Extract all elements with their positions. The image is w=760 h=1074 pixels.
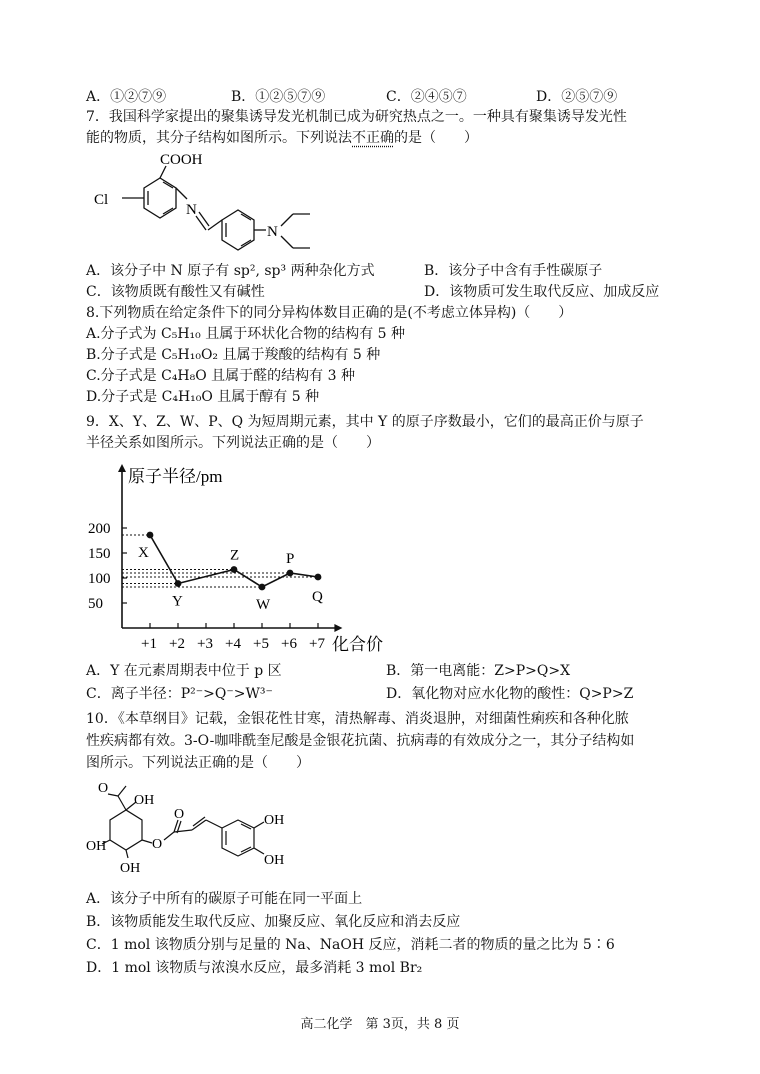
q8-stem: 8.下列物质在给定条件下的同分异构体数目正确的是(不考虑立体异构)（ ） <box>86 305 573 321</box>
point-label-p: P <box>286 551 295 567</box>
amine-n-label: N <box>267 224 278 240</box>
point-y <box>175 580 182 587</box>
q10-molecule-figure <box>86 780 306 886</box>
cooh-label: COOH <box>160 152 203 168</box>
y-tick-label: 200 <box>88 521 111 537</box>
q6-options <box>86 86 686 104</box>
q9-option-a: A．Y 在元素周期表中位于 p 区 <box>86 663 282 679</box>
q7-stem-part1: 能的物质，其分子结构如图所示。下列说法 <box>86 130 352 146</box>
point-x <box>147 532 154 539</box>
q8-option-b: B.分子式是 C₅H₁₀O₂ 且属于羧酸的结构有 5 种 <box>86 347 381 363</box>
oh-top-label: OH <box>134 793 155 808</box>
q7-option-b: B．该分子中含有手性碳原子 <box>424 263 603 279</box>
q7-molecule-figure <box>88 152 328 256</box>
page-footer: 高二化学 第 3页，共 8 页 <box>300 1017 460 1032</box>
ester-carbonyl-o-label: O <box>174 807 185 822</box>
y-axis-label: 原子半径/pm <box>128 467 223 486</box>
point-label-x: X <box>138 545 149 561</box>
y-tick-label: 100 <box>88 571 111 587</box>
q10-stem-line3: 图所示。下列说法正确的是（ ） <box>86 755 310 771</box>
y-tick-label: 150 <box>88 546 111 562</box>
x-axis-label: 化合价 <box>332 635 383 654</box>
q8-option-a: A.分子式为 C₅H₁₀ 且属于环状化合物的结构有 5 种 <box>86 326 406 342</box>
x-tick-label: +6 <box>281 636 297 652</box>
point-z <box>231 566 238 573</box>
point-label-q: Q <box>312 589 323 605</box>
x-tick-label: +5 <box>253 636 269 652</box>
q9-stem-line1: 9．X、Y、Z、W、P、Q 为短周期元素，其中 Y 的原子序数最小，它们的最高正价与原子 <box>86 414 644 430</box>
ester-o-label: O <box>152 837 163 852</box>
q9-stem-line2: 半径关系如图所示。下列说法正确的是（ ） <box>86 435 380 451</box>
phenol-oh-upper-label: OH <box>264 813 285 828</box>
q10-option-c: C．1 mol 该物质分别与足量的 Na、NaOH 反应，消耗二者的物质的量之比为 5∶6 <box>86 937 615 953</box>
q8-option-d: D.分子式是 C₄H₁₀O 且属于醇有 5 种 <box>86 389 320 405</box>
x-tick-label: +1 <box>141 636 157 652</box>
point-w <box>259 584 266 591</box>
chart-points <box>138 532 323 613</box>
q7-option-c: C．该物质既有酸性又有碱性 <box>86 284 265 300</box>
carbonyl-o-label: O <box>98 781 109 796</box>
y-axis-arrow <box>118 464 126 472</box>
x-tick-label: +3 <box>197 636 213 652</box>
point-label-w: W <box>256 597 271 613</box>
q10-stem-line1: 10．《本草纲目》记载，金银花性甘寒，清热解毒、消炎退肿，对细菌性痢疾和各种化脓 <box>86 711 629 727</box>
q6-option-d: D．②⑤⑦⑨ <box>536 89 618 105</box>
q10-option-b: B．该物质能发生取代反应、加聚反应、氧化反应和消去反应 <box>86 914 461 930</box>
q9-option-c: C．离子半径：P²⁻>Q⁻>W³⁻ <box>86 686 273 702</box>
point-p <box>287 570 294 577</box>
phenol-oh-lower-label: OH <box>264 853 285 868</box>
oh-bottom-label: OH <box>120 861 141 876</box>
q7-option-a: A．该分子中 N 原子有 sp², sp³ 两种杂化方式 <box>86 263 375 279</box>
q7-stem-part2: 的是（ ） <box>394 130 478 146</box>
point-label-y: Y <box>172 593 183 610</box>
x-tick-label: +4 <box>225 636 241 652</box>
point-q <box>315 574 322 581</box>
oh-left-label: OH <box>86 839 107 854</box>
q7-emphasis: 不正确 <box>352 130 394 146</box>
x-tick-label: +2 <box>169 636 185 652</box>
imine-n-label: N <box>186 202 197 218</box>
q6-option-b: B．①②⑤⑦⑨ <box>231 89 326 105</box>
q9-option-b: B．第一电离能：Z>P>Q>X <box>386 663 571 679</box>
q6-option-c: C．②④⑤⑦ <box>386 89 467 105</box>
q7-stem-line2 <box>86 129 478 147</box>
x-axis-arrow <box>334 624 342 632</box>
point-label-z: Z <box>230 547 240 564</box>
q6-option-a: A．①②⑦⑨ <box>86 89 167 105</box>
x-tick-label: +7 <box>309 636 325 652</box>
q10-option-d: D．1 mol 该物质与浓溴水反应，最多消耗 3 mol Br₂ <box>86 960 423 976</box>
cl-label: Cl <box>94 192 109 208</box>
q7-stem-line1: 7．我国科学家提出的聚集诱导发光机制已成为研究热点之一。一种具有聚集诱导发光性 <box>86 109 627 125</box>
q10-option-a: A．该分子中所有的碳原子可能在同一平面上 <box>86 891 363 907</box>
y-tick-label: 50 <box>88 596 103 612</box>
q9-option-d: D．氧化物对应水化物的酸性：Q>P>Z <box>386 686 634 702</box>
radius-valence-chart <box>84 460 404 656</box>
q8-option-c: C.分子式是 C₄H₈O 且属于醛的结构有 3 种 <box>86 368 355 384</box>
q7-option-d: D．该物质可发生取代反应、加成反应 <box>424 284 660 300</box>
q10-stem-line2: 性疾病都有效。3-O-咖啡酰奎尼酸是金银花抗菌、抗病毒的有效成分之一，其分子结构如 <box>86 733 635 749</box>
